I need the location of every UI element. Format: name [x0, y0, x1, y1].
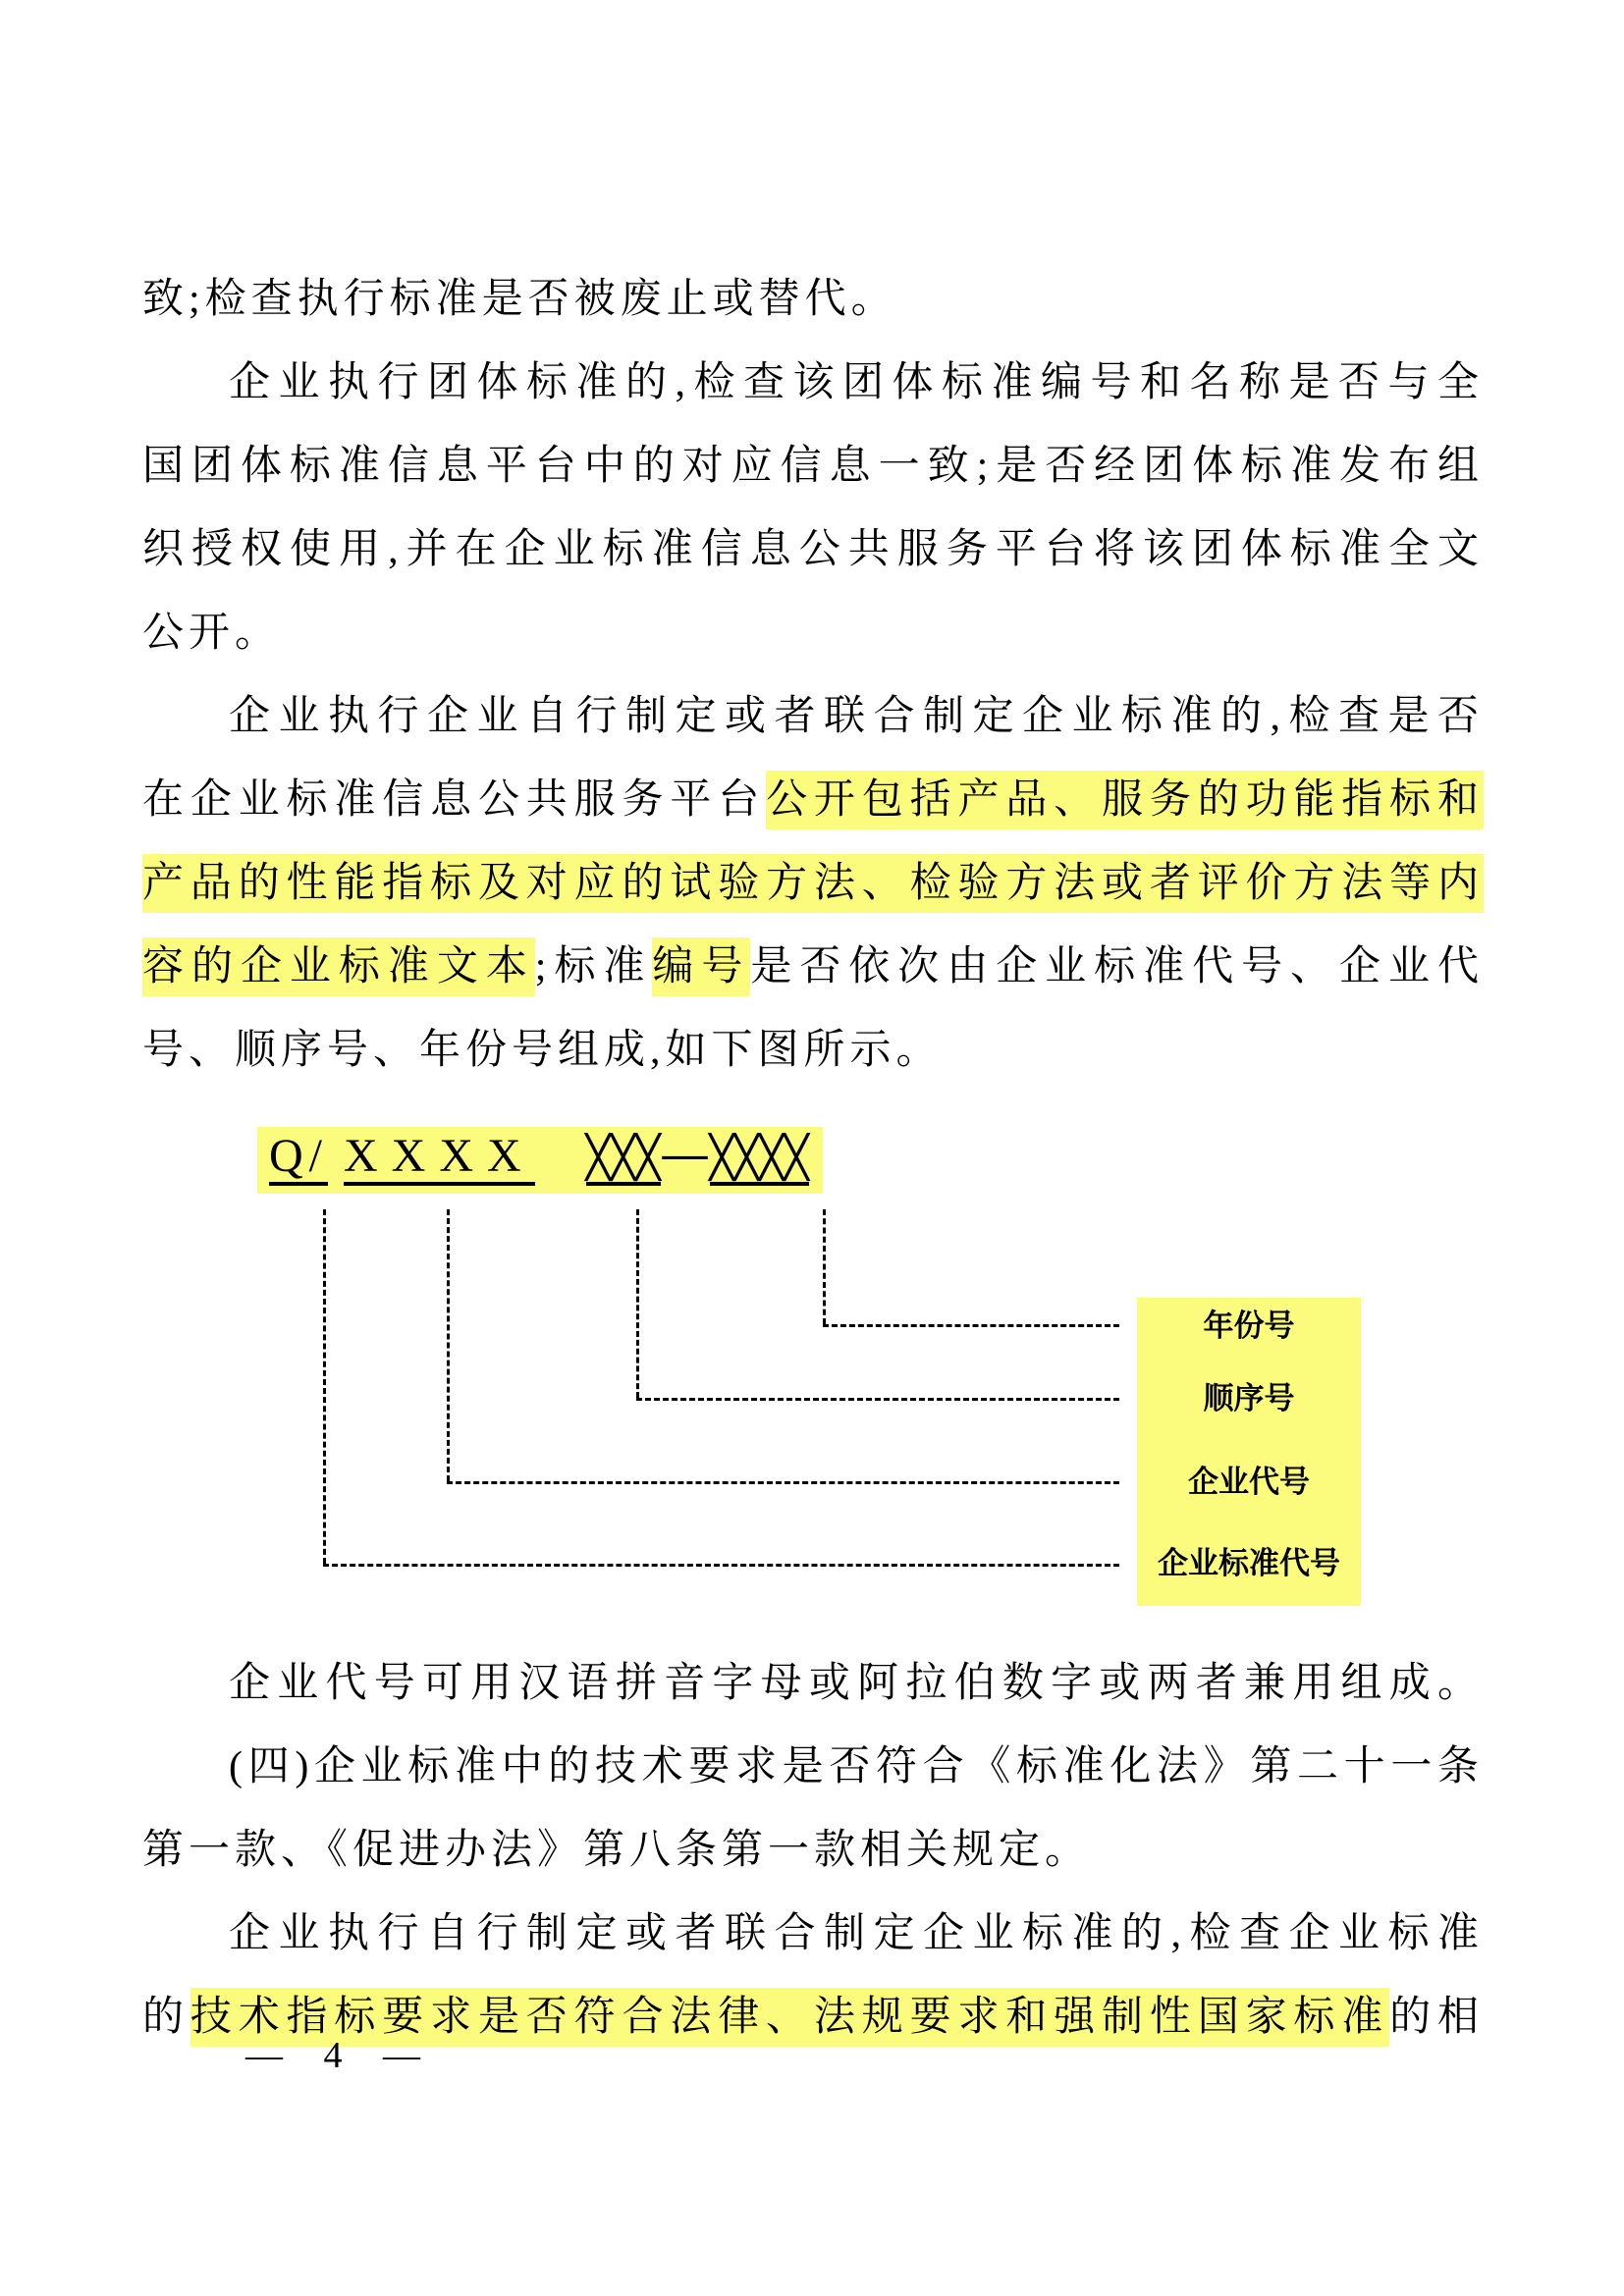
label-sequence-number: 顺序号 [1203, 1381, 1295, 1415]
text-segment: 公开。 [142, 611, 282, 656]
text-segment: 号、顺序号、年份号组成,如下图所示。 [142, 1028, 943, 1073]
formula-enterprise-standard-code: Q/ [269, 1133, 328, 1186]
text-line [142, 1809, 1484, 1893]
text-line [142, 759, 1484, 842]
dashed-connector-vertical-year [823, 1209, 826, 1324]
highlighted-text: 容的企业标准文本 [142, 937, 535, 996]
label-company-code: 企业代号 [1188, 1465, 1310, 1499]
label-year-number: 年份号 [1203, 1308, 1295, 1343]
text-segment: 企业代号可用汉语拼音字母或阿拉伯数字或两者兼用组成。 [229, 1661, 1484, 1706]
text-line [142, 1726, 1484, 1809]
label-enterprise-standard-code: 企业标准代号 [1158, 1546, 1340, 1580]
highlighted-text: 技术指标要求是否符合法律、法规要求和强制性国家标准 [190, 1988, 1389, 2047]
text-segment: 的 [142, 1995, 190, 2040]
text-line [142, 592, 1484, 675]
text-segment: 企业执行自行制定或者联合制定企业标准的,检查企业标准 [229, 1911, 1484, 1956]
text-line [142, 1009, 1484, 1093]
dashed-connector-vertical-standard-code [323, 1209, 326, 1564]
text-segment: (四)企业标准中的技术要求是否符合《标准化法》第二十一条 [229, 1744, 1484, 1789]
body-text-top [142, 258, 1484, 1093]
text-segment: 国团体标准信息平台中的对应信息一致;是否经团体标准发布组 [142, 444, 1484, 489]
dashed-connector-horizontal-year [823, 1324, 1119, 1327]
text-segment: 致;检查执行标准是否被废止或替代。 [142, 277, 897, 322]
body-text-bottom [142, 1642, 1484, 2059]
formula-sequence-number: ╳╳╳ [586, 1135, 661, 1186]
dashed-connector-horizontal-standard-code [323, 1564, 1119, 1567]
highlighted-text: 编号 [652, 937, 750, 996]
dashed-connector-horizontal-sequence [636, 1398, 1119, 1401]
text-line [142, 425, 1484, 508]
text-line [142, 926, 1484, 1009]
text-segment: 企业执行企业自行制定或者联合制定企业标准的,检查是否 [229, 694, 1484, 739]
dashed-connector-vertical-company-code [447, 1209, 450, 1481]
figure-label-band [1137, 1298, 1361, 1606]
highlighted-text: 产品的性能指标及对应的试验方法、检验方法或者评价方法等内 [142, 854, 1484, 913]
formula-dash: — [662, 1128, 708, 1178]
dashed-connector-horizontal-company-code [447, 1481, 1119, 1484]
highlighted-text: 公开包括产品、服务的功能指标和 [766, 771, 1484, 829]
text-segment: 第一款、《促进办法》第八条第一款相关规定。 [142, 1828, 1092, 1873]
text-line [142, 675, 1484, 759]
formula-company-code: XXXX [344, 1133, 535, 1186]
text-segment: 企业执行团体标准的,检查该团体标准编号和名称是否与全 [229, 360, 1484, 405]
text-line [142, 842, 1484, 926]
dashed-connector-vertical-sequence [636, 1209, 639, 1398]
text-line [142, 1642, 1484, 1726]
text-line [142, 258, 1484, 342]
text-segment: 织授权使用,并在企业标准信息公共服务平台将该团体标准全文 [142, 527, 1484, 572]
text-segment: 在企业标准信息公共服务平台 [142, 777, 767, 823]
page-number: — 4 — [245, 2035, 436, 2076]
standard-number-formula [257, 1127, 823, 1194]
text-line [142, 342, 1484, 425]
text-line [142, 508, 1484, 592]
text-segment: 的相 [1389, 1995, 1484, 2040]
text-segment: ;标准 [534, 944, 653, 989]
formula-year-number: ╳╳╳╳ [710, 1135, 809, 1186]
text-line [142, 1893, 1484, 1976]
text-segment: 是否依次由企业标准代号、企业代 [750, 944, 1484, 989]
